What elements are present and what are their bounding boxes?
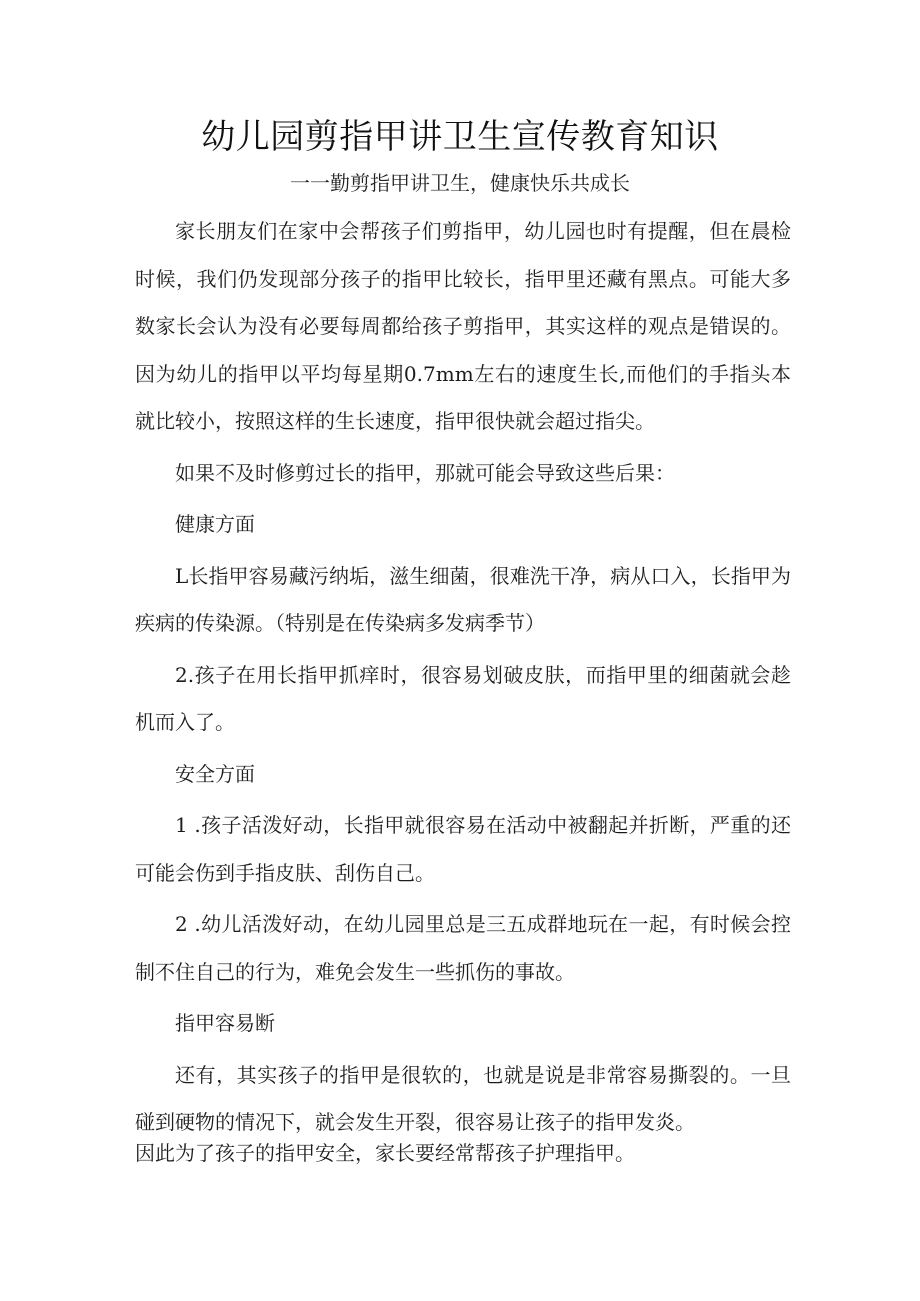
closing-paragraph: 因此为了孩子的指甲安全，家长要经常帮孩子护理指甲。 (135, 1140, 635, 1165)
page-title: 幼儿园剪指甲讲卫生宣传教育知识 (201, 117, 719, 157)
health-item-2: 2.孩子在用长指甲抓痒时，很容易划破皮肤，而指甲里的细菌就会趁机而入了。 (135, 662, 791, 734)
document-body (135, 208, 791, 1168)
brittle-nails-paragraph: 还有，其实孩子的指甲是很软的，也就是说是非常容易撕裂的。一旦碰到硬物的情况下，就会发生开裂，很容易让孩子的指甲发炎。 (135, 1062, 791, 1134)
brittle-nails-heading: 指甲容易断 (175, 1011, 275, 1035)
intro-paragraph: 家长朋友们在家中会帮孩子们剪指甲，幼儿园也时有提醒，但在晨检时候，我们仍发现部分孩子的指甲比较长，指甲里还藏有黑点。可能大多数家长会认为没有必要每周都给孩子剪指甲，其实这样的观点是错误的。因为幼儿的指甲以平均每星期0.7mm左右的速度生长,而他们的手指头本就比较小，按照这样的生长速度，指甲很快就会超过指尖。 (135, 219, 791, 433)
safety-item-1: 1 .孩子活泼好动，长指甲就很容易在活动中被翻起并折断，严重的还可能会伤到手指皮肤、刮伤自己。 (135, 813, 791, 885)
page-subtitle: 一一勤剪指甲讲卫生，健康快乐共成长 (290, 171, 630, 195)
consequences-lead-paragraph: 如果不及时修剪过长的指甲，那就可能会导致这些后果： (175, 460, 675, 485)
health-item-1: L长指甲容易藏污纳垢，滋生细菌，很难洗干净，病从口入，长指甲为疾病的传染源。（特别是在传染病多发病季节） (135, 563, 791, 635)
safety-item-2: 2 .幼儿活泼好动，在幼儿园里总是三五成群地玩在一起，有时候会控制不住自己的行为，难免会发生一些抓伤的事故。 (135, 912, 791, 984)
health-section-heading: 健康方面 (175, 512, 255, 536)
safety-section-heading: 安全方面 (175, 761, 255, 786)
